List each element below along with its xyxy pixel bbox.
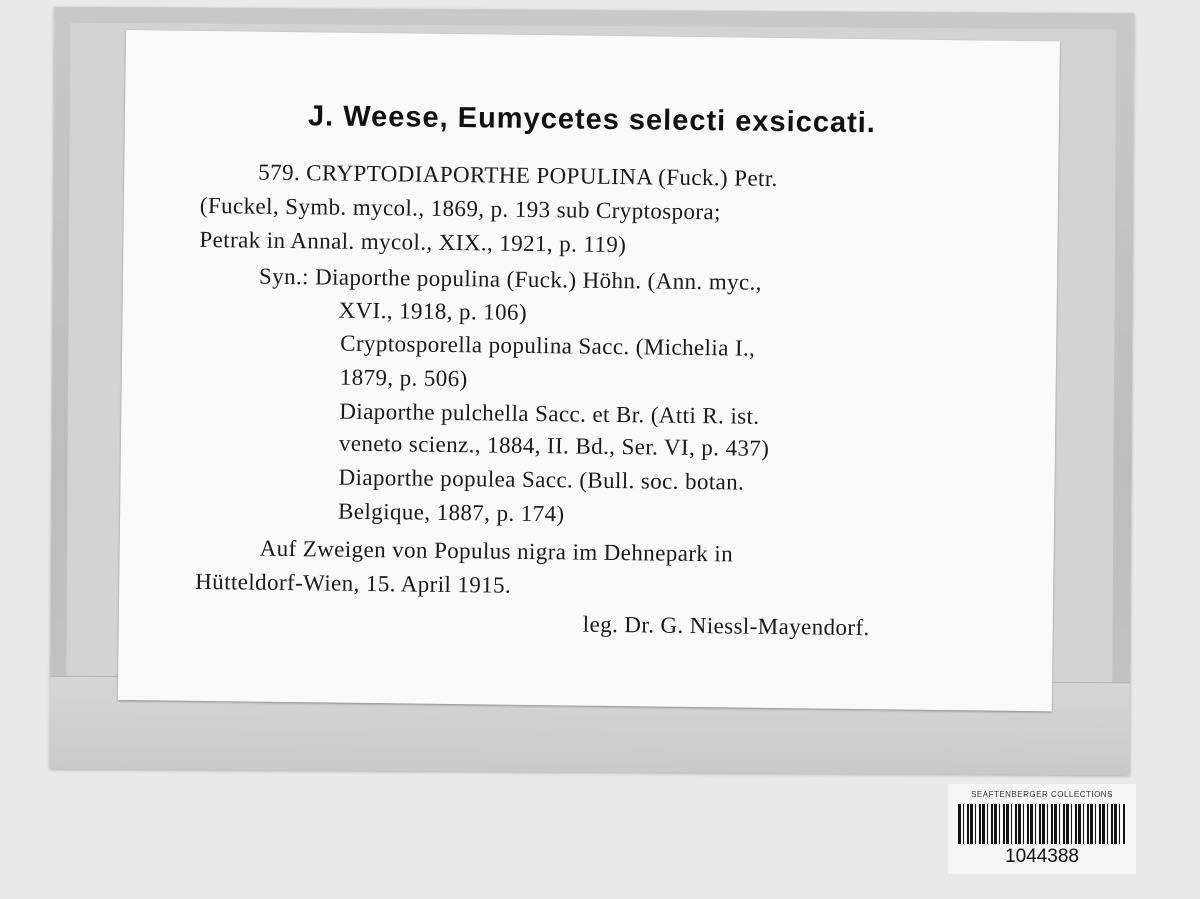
barcode-caption: SEAFTENBERGER COLLECTIONS <box>971 790 1113 799</box>
label-line-synonym-4b: Belgique, 1887, p. 174) <box>337 498 565 527</box>
label-line-synonym-4: Diaporthe populea Sacc. (Bull. soc. botan. <box>338 464 745 495</box>
label-line-synonym-3b: veneto scienz., 1884, II. Bd., Ser. VI, p. 437) <box>338 430 770 461</box>
barcode-label <box>948 784 1136 874</box>
label-line-synonym-1b: XVI., 1918, p. 106) <box>338 297 528 325</box>
label-line-synonym-3: Diaporthe pulchella Sacc. et Br. (Atti R. ist. <box>339 398 760 429</box>
barcode-icon <box>958 804 1126 844</box>
label-line-citation-1: (Fuckel, Symb. mycol., 1869, p. 193 sub Cryptospora; <box>199 192 722 225</box>
label-line-synonym-1: Syn.: Diaporthe populina (Fuck.) Höhn. (Ann. myc., <box>258 263 763 295</box>
herbarium-label <box>118 30 1060 711</box>
label-line-locality-2: Hütteldorf-Wien, 15. April 1915. <box>195 568 512 598</box>
label-line-collector: leg. Dr. G. Niessl-Mayendorf. <box>582 611 870 641</box>
label-line-citation-2: Petrak in Annal. mycol., XIX., 1921, p. 119) <box>199 226 627 258</box>
label-line-synonym-2b: 1879, p. 506) <box>339 364 468 392</box>
label-line-taxon: 579. CRYPTODIAPORTHE POPULINA (Fuck.) Petr. <box>258 159 778 191</box>
barcode-number: 1044388 <box>1005 846 1079 867</box>
label-header: J. Weese, Eumycetes selecti exsiccati. <box>307 100 877 140</box>
label-line-synonym-2: Cryptosporella populina Sacc. (Michelia I., <box>340 330 756 361</box>
label-line-locality-1: Auf Zweigen von Populus nigra im Dehnepark in <box>259 535 734 567</box>
